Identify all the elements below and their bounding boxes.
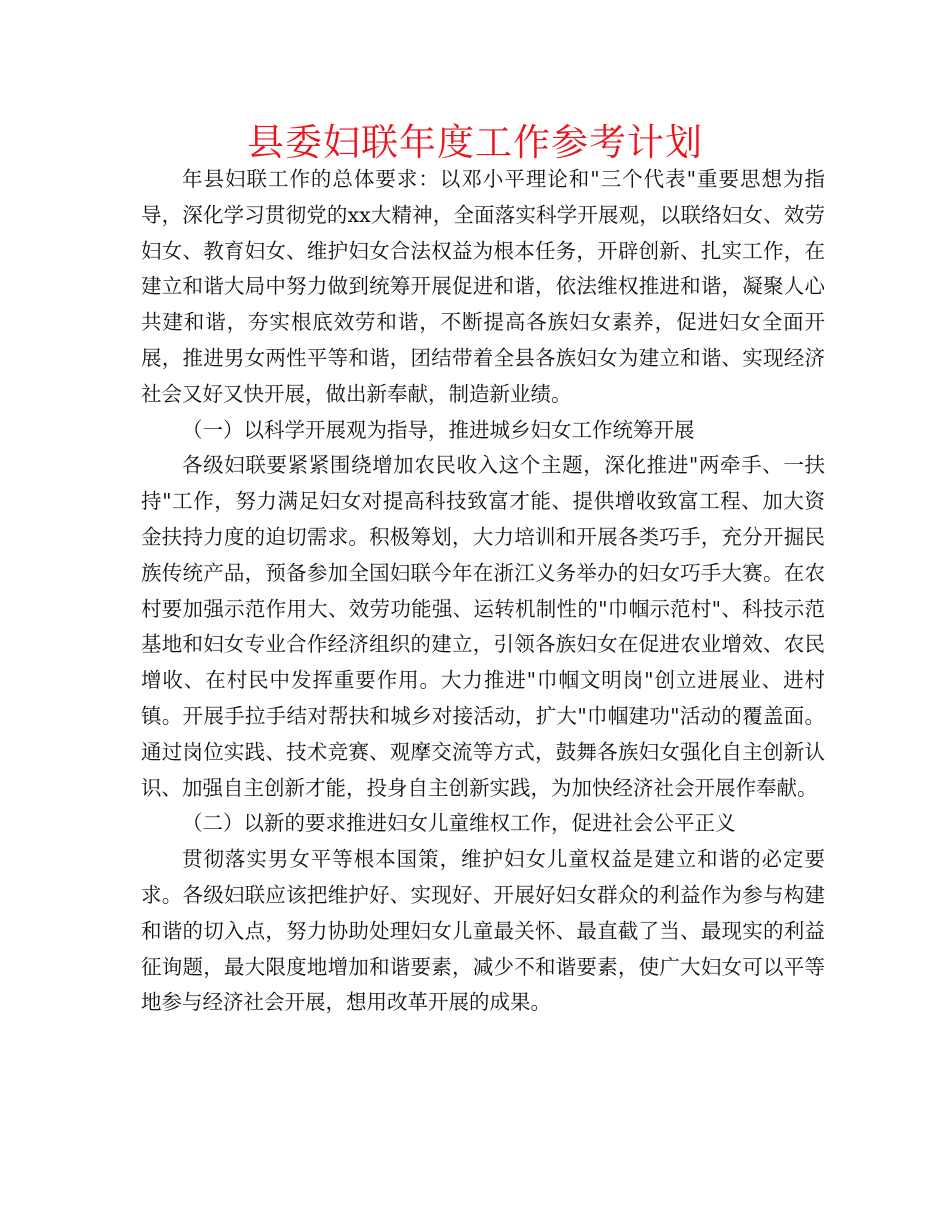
- paragraph-intro: 年县妇联工作的总体要求：以邓小平理论和"三个代表"重要思想为指导，深化学习贯彻党的xx大精神，全面落实科学开展观，以联络妇女、效劳妇女、教育妇女、维护妇女合法权益为根本任务，开辟创新、扎实工作，在建立和谐大局中努力做到统筹开展促进和谐，依法维权推进和谐，凝聚人心共建和谐，夯实根底效劳和谐，不断提高各族妇女素养，促进妇女全面开展，推进男女两性平等和谐，团结带着全县各族妇女为建立和谐、实现经济社会又好又快开展，做出新奉献，制造新业绩。: [141, 167, 825, 406]
- document-title: 县委妇联年度工作参考计划: [247, 121, 703, 164]
- section-heading-1: （一）以科学开展观为指导，推进城乡妇女工作统筹开展: [182, 417, 695, 442]
- paragraph-section-2: 贯彻落实男女平等根本国策，维护妇女儿童权益是建立和谐的必定要求。各级妇联应该把维护好、实现好、开展好妇女群众的利益作为参与构建和谐的切入点，努力协助处理妇女儿童最关怀、最直截了当、最现实的利益征询题，最大限度地增加和谐要素，减少不和谐要素，使广大妇女可以平等地参与经济社会开展，想用改革开展的成果。: [141, 847, 825, 1015]
- paragraph-section-1: 各级妇联要紧紧围绕增加农民收入这个主题，深化推进"两牵手、一扶持"工作，努力满足妇女对提高科技致富才能、提供增收致富工程、加大资金扶持力度的迫切需求。积极筹划，大力培训和开展各类巧手，充分开掘民族传统产品，预备参加全国妇联今年在浙江义务举办的妇女巧手大赛。在农村要加强示范作用大、效劳功能强、运转机制性的"巾帼示范村"、科技示范基地和妇女专业合作经济组织的建立，引领各族妇女在促进农业增效、农民增收、在村民中发挥重要作用。大力推进"巾帼文明岗"创立进展业、进村镇。开展手拉手结对帮扶和城乡对接活动，扩大"巾帼建功"活动的覆盖面。通过岗位实践、技术竞赛、观摩交流等方式，鼓舞各族妇女强化自主创新认识、加强自主创新才能，投身自主创新实践，为加快经济社会开展作奉献。: [141, 453, 825, 800]
- section-heading-2: （二）以新的要求推进妇女儿童维权工作，促进社会公平正义: [182, 811, 736, 836]
- document-body: [141, 162, 825, 1021]
